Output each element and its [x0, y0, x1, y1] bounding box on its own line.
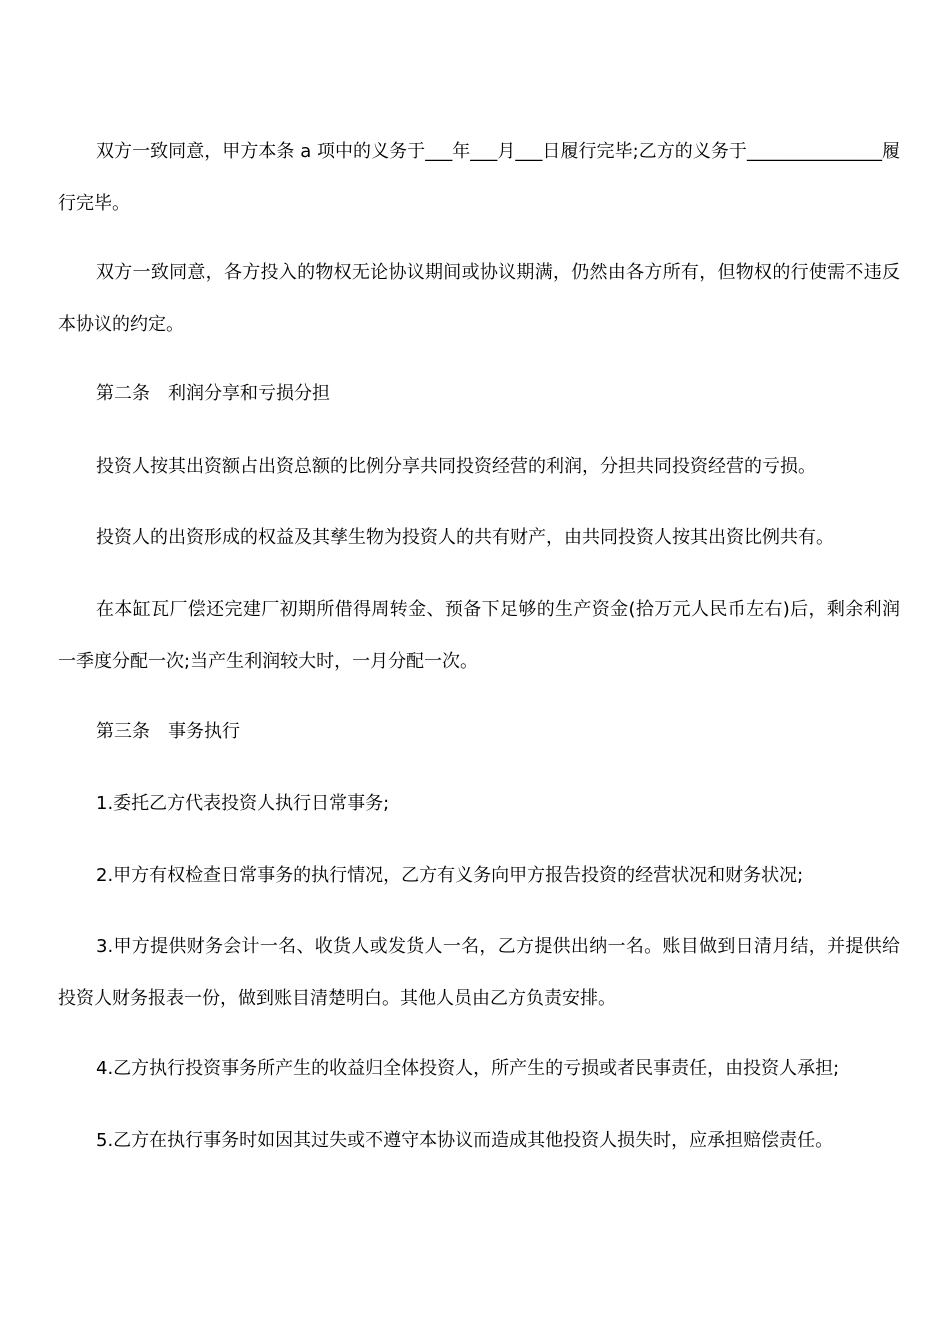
section-heading-article-2: 第二条 利润分享和亏损分担: [96, 383, 330, 404]
list-item-5: 5.乙方在执行事务时如因其过失或不遵守本协议而造成其他投资人损失时，应承担赔偿责任。: [96, 1130, 834, 1151]
paragraph-profit-sharing: 投资人按其出资额占出资总额的比例分享共同投资经营的利润，分担共同投资经营的亏损。: [96, 456, 816, 477]
list-item-4: 4.乙方执行投资事务所产生的收益归全体投资人，所产生的亏损或者民事责任，由投资人承担;: [96, 1058, 840, 1079]
section-heading-article-3: 第三条 事务执行: [96, 721, 240, 742]
list-item-3: 3.甲方提供财务会计一名、收货人或发货人一名，乙方提供出纳一名。账目做到日清月结，并提供给投资人财务报表一份，做到账目清楚明白。其他人员由乙方负责安排。: [58, 936, 900, 1009]
list-item-2: 2.甲方有权检查日常事务的执行情况，乙方有义务向甲方报告投资的经营状况和财务状况;: [96, 865, 804, 886]
list-item-1: 1.委托乙方代表投资人执行日常事务;: [96, 793, 390, 814]
paragraph-profit-distribution: 在本缸瓦厂偿还完建厂初期所借得周转金、预备下足够的生产资金(拾万元人民币左右)后，剩余利润一季度分配一次;当产生利润较大时，一月分配一次。: [58, 599, 900, 672]
paragraph-joint-property: 投资人的出资形成的权益及其孳生物为投资人的共有财产，由共同投资人按其出资比例共有。: [96, 527, 834, 548]
paragraph-property-rights: 双方一致同意，各方投入的物权无论协议期间或协议期满，仍然由各方所有，但物权的行使需不违反本协议的约定。: [58, 262, 900, 335]
paragraph-obligation-deadline: 双方一致同意，甲方本条 a 项中的义务于___年___月___日履行完毕;乙方的义务于_______________履行完毕。: [58, 141, 900, 214]
